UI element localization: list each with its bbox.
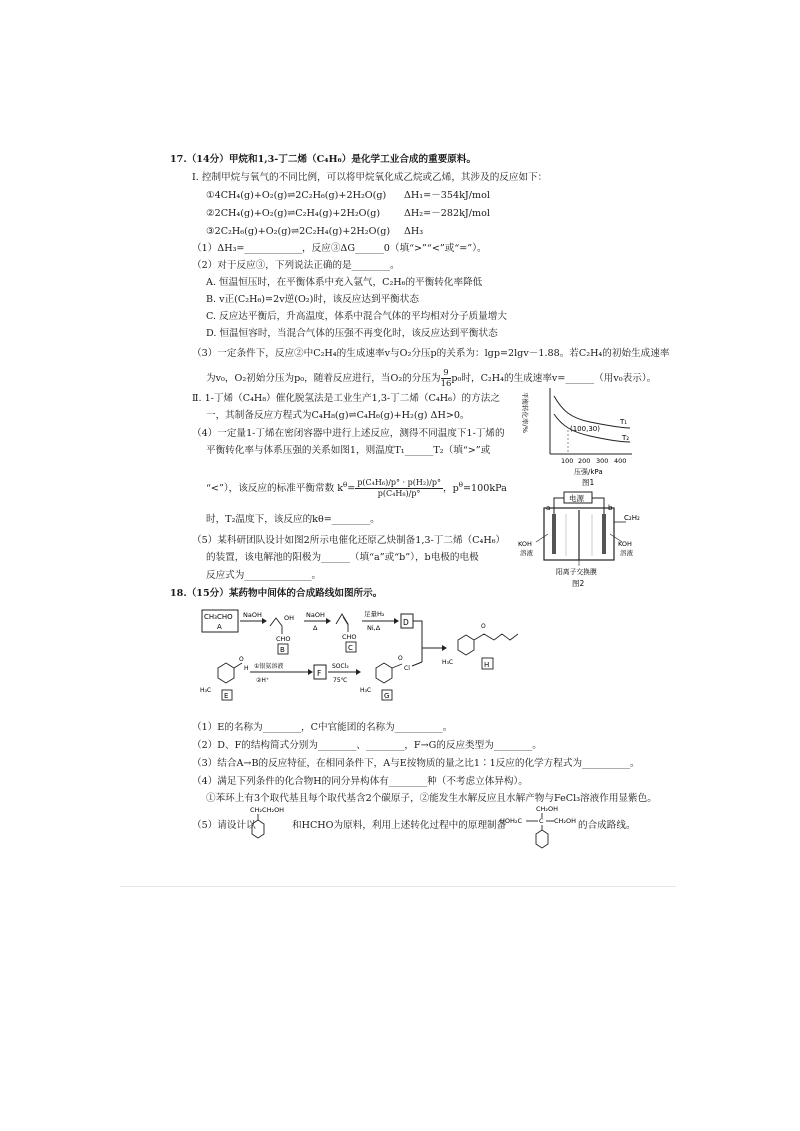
compound-c-cho: CHO (342, 633, 357, 641)
compound-e-label: E (224, 692, 229, 700)
q18-starting-material (248, 804, 290, 844)
fig1-xtick-400: 400 (614, 457, 627, 465)
reaction-3-equation: ③2C₂H₆(g)+O₂(g)⇌2C₂H₄(g)+2H₂O(g) (206, 226, 391, 237)
compound-c-label: C (348, 644, 353, 652)
q18-target-product (498, 803, 578, 853)
tp-left-group: HOH₂C (500, 817, 523, 825)
power-source-label: 电源 (569, 494, 584, 503)
electrode-a (552, 514, 556, 554)
q17-sub5-line1: （5）某科研团队设计如图2所示电催化还原乙炔制备1,3-丁二烯（C₄H₆） (192, 535, 506, 546)
fg-condition: 75℃ (333, 677, 348, 684)
sm-benzene-ring (252, 820, 264, 838)
compound-h-chain (474, 634, 518, 640)
fig1-caption: 图1 (582, 478, 595, 487)
fraction-9-16: $\frac{9}{16}$ (440, 368, 452, 389)
q17-sub3-line1: （3）一定条件下，反应②中C₂H₄的生成速率v与O₂分压p的关系为：lgp=2lgv－1.88。若C₂H₄的初始生成速率 (192, 348, 670, 359)
q18-sub5-end: 的合成路线。 (578, 820, 636, 831)
q17-sub4-pre: “<”），该反应的标准平衡常数 k (206, 483, 344, 494)
q17-option-c: C. 反应达平衡后，升高温度，体系中混合气体的平均相对分子质量增大 (206, 311, 507, 322)
membrane-label: 阳离子交换膜 (556, 568, 597, 576)
compound-f-label: F (317, 669, 322, 678)
q17-sub3-post: p₀时，C₂H₄的生成速率v=______（用v₀表示）。 (451, 373, 657, 384)
q17-sub5-line3: 反应式为______________。 (206, 570, 322, 581)
q18-sub5-mid: 和HCHO为原料，利用上述转化过程中的原理制备 (292, 820, 507, 831)
q17-sub4-line3: “<”），该反应的标准平衡常数 $k^\theta=$ $\frac{\text{p(C₄H₆)/p° · p(H₂)/p°}}{\text{p(C₄H₈)/p°}}$ ，$p^\theta=100kPa$ (206, 478, 507, 498)
arrow2-reagent: NaOH (306, 611, 325, 619)
fig1-curve2-label: T₂ (622, 434, 630, 442)
q17-sub3-pre: 为v₀，O₂初始分压为p₀，随着反应进行，当O₂的分压为 (206, 373, 441, 384)
compound-b-cho: CHO (276, 635, 291, 643)
fig1-curve1-label: T₁ (620, 418, 628, 426)
q18-sub3: （3）结合A→B的反应特征，在相同条件下，A与E按物质的量之比1∶1反应的化学方程式为__________。 (192, 758, 640, 769)
fg-reagent: SOCl₂ (332, 663, 349, 670)
reaction-2-equation: ②2CH₄(g)+O₂(g)⇌C₂H₄(g)+2H₂O(g) (206, 208, 381, 219)
figure-2-cell (500, 490, 650, 590)
compound-g-ring (376, 663, 392, 683)
fig1-ylabel: 平衡转化率/% (521, 392, 529, 433)
q17-sub4-line4: 时，T₂温度下，该反应的kθ=________。 (206, 514, 380, 525)
compound-a-label: A (217, 623, 222, 631)
compound-h-methyl: H₃C (442, 659, 454, 666)
reaction-1-equation: ①4CH₄(g)+O₂(g)⇌2C₂H₆(g)+2H₂O(g) (206, 190, 387, 201)
reaction-1-enthalpy: ΔH₁=－354kJ/mol (404, 190, 490, 201)
q17-sub5-line2: 的装置，该电解池的阳极为______（填“a”或“b”），b电极的电极 (206, 552, 479, 563)
q17-sub4-post: ，p (443, 483, 459, 494)
compound-a-formula: CH₃CHO (204, 613, 233, 621)
acetylene-inlet-label: C₂H₂ (624, 514, 640, 522)
compound-b-label: B (280, 646, 285, 654)
left-solution-label-2: 溶液 (520, 549, 533, 557)
q17-option-a: A. 恒温恒压时，在平衡体系中充入氩气，C₂H₆的平衡转化率降低 (206, 277, 483, 288)
q18-sub4: （4）满足下列条件的化合物H的同分异构体有________种（不考虑立体异构）。 (192, 776, 528, 787)
compound-b-oh: OH (284, 614, 295, 622)
q17-sub2: （2）对于反应③，下列说法正确的是________。 (192, 260, 400, 271)
q17-option-d: D. 恒温恒容时，当混合气体的压强不再变化时，该反应达到平衡状态 (206, 328, 498, 339)
tp-top-group: CH₂OH (536, 805, 559, 813)
arrow3-condition: Ni,Δ (367, 624, 381, 632)
compound-b-structure (270, 618, 282, 634)
compound-g-chlorine: Cl (404, 665, 410, 672)
page-divider (120, 886, 676, 887)
q18-sub5-intro: （5）请设计以 (192, 820, 256, 831)
q17-part1-intro: Ⅰ. 控制甲烷与氧气的不同比例，可以将甲烷氧化成乙烷或乙烯，其涉及的反应如下： (192, 172, 548, 183)
q17-option-b: B. v正(C₂H₆)=2v逆(O₂)时，该反应达到平衡状态 (206, 294, 419, 305)
fig1-xlabel: 压强/kPa (574, 468, 603, 476)
compound-d-label: D (403, 618, 409, 627)
tp-center-carbon: C (539, 817, 544, 825)
compound-c-structure (336, 614, 348, 632)
q17-sub4-line1: （4）一定量1-丁烯在密闭容器中进行上述反应，测得不同温度下1-丁烯的 (192, 428, 505, 439)
compound-e-oxygen: O (239, 656, 244, 663)
electrode-b (602, 514, 606, 554)
q17-part2-line1: Ⅱ. 1-丁烯（C₄H₈）催化脱氢法是工业生产1,3-丁二烯（C₄H₆）的方法之 (192, 393, 500, 404)
electrode-b-label: b (608, 504, 613, 512)
q17-sub1: （1）ΔH₃=____________，反应③ΔG______0（填“>”“<”或“=”）。 (192, 243, 487, 254)
arrow1-reagent: NaOH (243, 611, 262, 619)
right-solution-label-2: 溶液 (620, 549, 633, 557)
compound-h-oxygen: O (481, 623, 486, 630)
right-solution-label-1: KOH (618, 540, 632, 548)
reaction-2-enthalpy: ΔH₂=－282kJ/mol (404, 208, 490, 219)
q18-heading: 18.（15分）某药物中间体的合成路线如图所示。 (170, 588, 383, 599)
compound-g-label: G (384, 692, 390, 700)
tp-benzene-ring (536, 830, 548, 848)
fig1-xtick-300: 300 (596, 457, 609, 465)
fig2-caption: 图2 (572, 579, 585, 588)
ef-reagent-2: ②H⁺ (256, 677, 270, 684)
curve-t1 (554, 396, 630, 428)
compound-e-ring (218, 663, 234, 683)
q17-part2-line2: 一，其制备反应方程式为C₄H₈(g)⇌C₄H₆(g)+H₂(g) ΔH>0。 (206, 410, 470, 421)
compound-h-label: H (484, 661, 490, 669)
q18-sub2: （2）D、F的结构简式分别为________、________，F→G的反应类型为________。 (192, 740, 542, 751)
compound-g-methyl: H₃C (360, 687, 372, 694)
q18-sub4-conditions: ①苯环上有3个取代基且每个取代基含2个碳原子，②能发生水解反应且水解产物与FeCl₃溶液作用显紫色。 (206, 793, 657, 804)
q18-sub1: （1）E的名称为________，C中官能团的名称为__________。 (192, 722, 453, 733)
q17-sub4-line2: 平衡转化率与体系压强的关系如图1，则温度T₁______T₂（填“>”或 (206, 445, 491, 456)
fig1-xtick-200: 200 (578, 457, 591, 465)
compound-g-oxygen: O (398, 655, 403, 662)
left-solution-label-1: KOH (518, 540, 532, 548)
arrow2-condition: Δ (313, 624, 318, 632)
ef-reagent-1: ①银氨溶液 (254, 663, 284, 670)
electrode-a-label: a (546, 504, 551, 512)
compound-e-methyl: H₃C (200, 687, 212, 694)
fig1-xtick-100: 100 (561, 457, 574, 465)
sm-side-chain: CH₂CH₂OH (250, 806, 285, 814)
compound-e-hydrogen: H (244, 665, 249, 672)
compound-h-ring (458, 635, 474, 655)
arrow3-reagent: 足量H₂ (364, 610, 385, 618)
tp-right-group: CH₂OH (554, 817, 577, 825)
figure-1-graph (510, 380, 640, 488)
q17-heading: 17.（14分）甲烷和1,3-丁二烯（C₄H₆）是化学工业合成的重要原料。 (170, 154, 477, 165)
standard-k-fraction: $\frac{\text{p(C₄H₆)/p° · p(H₂)/p°}}{\text{p(C₄H₈)/p°}}$ (357, 478, 441, 498)
reaction-3-enthalpy: ΔH₃ (404, 226, 424, 237)
fig1-point-label: (100,30) (570, 425, 600, 433)
synthesis-scheme (196, 604, 526, 712)
q17-sub4-tail: =100kPa (462, 483, 507, 494)
